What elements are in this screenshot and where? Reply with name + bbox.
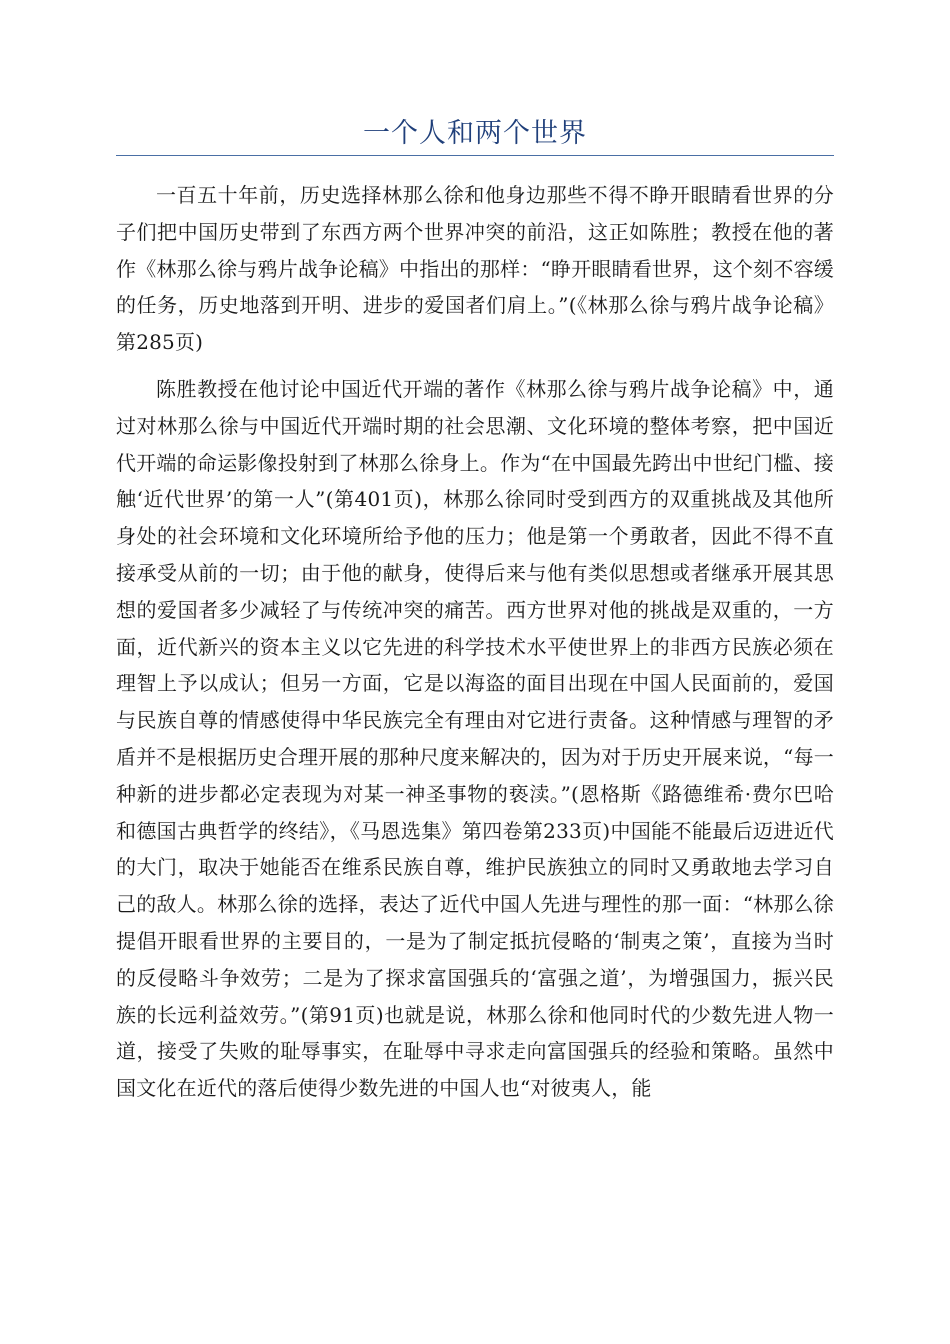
paragraph-1: 一百五十年前，历史选择林那么徐和他身边那些不得不睁开眼睛看世界的分子们把中国历史带到了东西方两个世界冲突的前沿，这正如陈胜；教授在他的著作《林那么徐与鸦片战争论稿》中指出的那样：“睁开眼睛看世界，这个刻不容缓的任务，历史地落到开明、进步的爱国者们肩上。”(《林那么徐与鸦片战争论稿》第285页) xyxy=(116,183,834,355)
title-divider xyxy=(116,155,834,156)
page-title: 一个人和两个世界 xyxy=(363,118,587,149)
paragraph-2: 陈胜教授在他讨论中国近代开端的著作《林那么徐与鸦片战争论稿》中，通过对林那么徐与中国近代开端时期的社会思潮、文化环境的整体考察，把中国近代开端的命运影像投射到了林那么徐身上。作为“在中国最先跨出中世纪门槛、接触‘近代世界’的第一人”(第401页)，林那么徐同时受到西方的双重挑战及其他所身处的社会环境和文化环境所给予他的压力；他是第一个勇敢者，因此不得不直接承受从前的一切；由于他的献身，使得后来与他有类似思想或者继承开展其思想的爱国者多少减轻了与传统冲突的痛苦。西方世界对他的挑战是双重的，一方面，近代新兴的资本主义以它先进的科学技术水平使世界上的非西方民族必须在理智上予以成认；但另一方面，它是以海盗的面目出现在中国人民面前的，爱国与民族自尊的情感使得中华民族完全有理由对它进行责备。这种情感与理智的矛盾并不是根据历史合理开展的那种尺度来解决的，因为对于历史开展来说，“每一种新的进步都必定表现为对某一神圣事物的亵渎。”(恩格斯《路德维希·费尔巴哈和德国古典哲学的终结》，《马恩选集》第四卷第233页)中国能不能最后迈进近代的大门，取决于她能否在维系民族自尊，维护民族独立的同时又勇敢地去学习自己的敌人。林那么徐的选择，表达了近代中国人先进与理性的那一面：“林那么徐提倡开眼看世界的主要目的，一是为了制定抵抗侵略的‘制夷之策’，直接为当时的反侵略斗争效劳；二是为了探求富国强兵的‘富强之道’，为增强国力，振兴民族的长远利益效劳。”(第91页)也就是说，林那么徐和他同时代的少数先进人物一道，接受了失败的耻辱事实，在耻辱中寻求走向富国强兵的经验和策略。虽然中国文化在近代的落后使得少数先进的中国人也“对彼夷人，能 xyxy=(116,376,834,1101)
document-page xyxy=(116,0,834,1107)
